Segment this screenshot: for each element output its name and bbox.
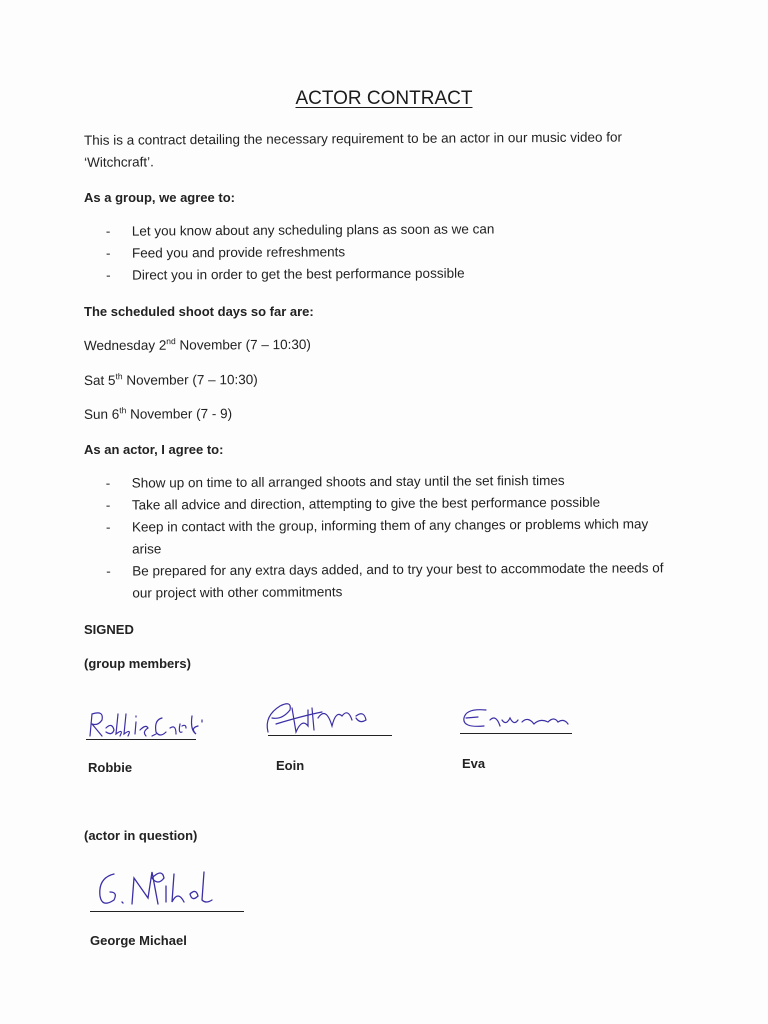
- signature-line: [268, 735, 392, 736]
- shoot-day-suffix: th: [115, 371, 123, 382]
- list-item: - Show up on time to all arranged shoots and stay until the set finish times: [106, 469, 666, 494]
- list-item: - Feed you and provide refreshments: [106, 239, 686, 265]
- shoot-day-date: Wednesday 2: [83, 337, 167, 354]
- list-item: - Direct you in order to get the best performance possible: [106, 261, 686, 287]
- actor-heading: As an actor, I agree to:: [84, 442, 224, 457]
- group-heading: As a group, we agree to:: [84, 190, 235, 205]
- shoot-day: [84, 371, 258, 388]
- signature-line: [90, 911, 244, 912]
- robbie-signature: [86, 706, 206, 746]
- shoot-day-time: November (7 – 10:30): [175, 336, 311, 353]
- group-members-label: (group members): [84, 656, 191, 671]
- signed-label: SIGNED: [84, 622, 134, 637]
- shoot-day-date: Sun 6: [83, 406, 120, 422]
- intro-paragraph: This is a contract detailing the necessary requirement to be an actor in our music video for ‘Witchcraft’.: [83, 129, 623, 170]
- signature-line: [86, 739, 196, 740]
- shoot-day: [84, 335, 311, 353]
- eoin-signature: [262, 696, 382, 740]
- signer-name-eva: Eva: [462, 756, 486, 771]
- shoot-day-time: November (7 - 9): [126, 406, 233, 422]
- shoot-day: [84, 405, 232, 422]
- signer-name-robbie: Robbie: [88, 760, 133, 775]
- shoot-day-time: November (7 – 10:30): [122, 372, 258, 388]
- page-title: [0, 88, 768, 110]
- title-text: ACTOR CONTRACT: [295, 88, 473, 109]
- list-item: - Be prepared for any extra days added, and to try your best to accommodate the needs of our project with other commitments: [106, 557, 666, 604]
- shoot-day-suffix: th: [119, 405, 127, 416]
- actor-label: (actor in question): [84, 828, 198, 843]
- george-michael-signature: [92, 864, 232, 914]
- shoot-day-suffix: nd: [166, 336, 176, 347]
- signer-name-actor: George Michael: [90, 933, 187, 948]
- list-item: - Take all advice and direction, attempting to give the best performance possible: [106, 491, 666, 516]
- eva-signature: [456, 702, 576, 736]
- shoot-heading: The scheduled shoot days so far are:: [84, 304, 314, 319]
- signature-line: [460, 733, 572, 734]
- actor-list: [106, 469, 667, 604]
- list-item: - Let you know about any scheduling plans as soon as we can: [106, 217, 686, 243]
- signer-name-eoin: Eoin: [276, 758, 305, 773]
- group-list: [106, 217, 686, 287]
- shoot-day-date: Sat 5: [83, 372, 116, 388]
- list-item: - Keep in contact with the group, informing them of any changes or problems which may arise: [106, 513, 666, 560]
